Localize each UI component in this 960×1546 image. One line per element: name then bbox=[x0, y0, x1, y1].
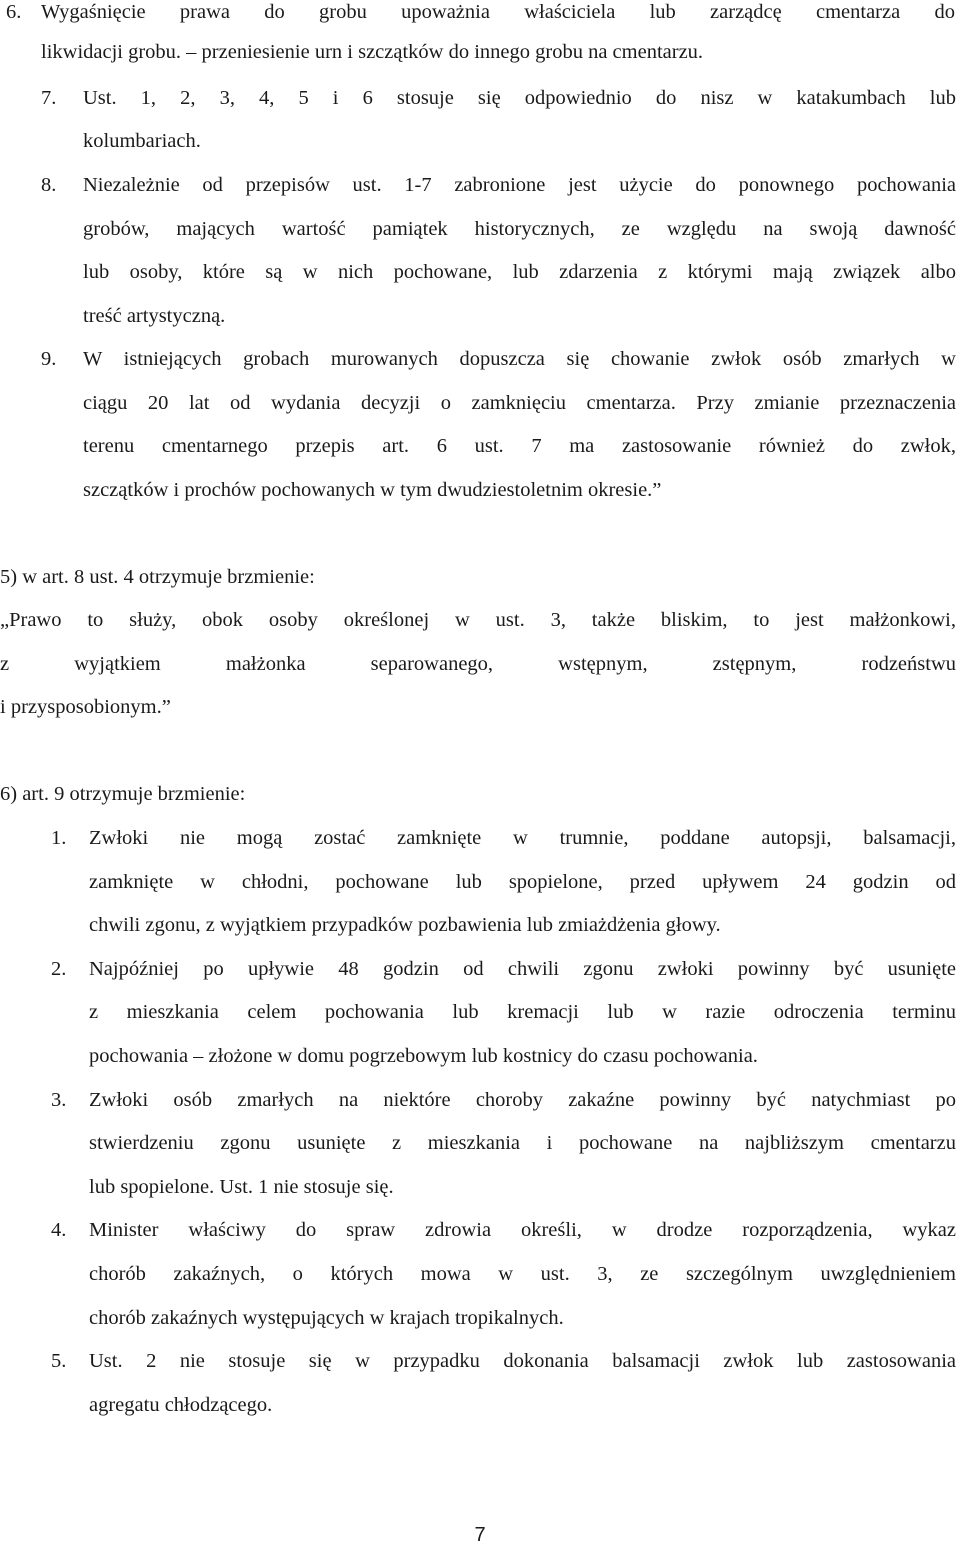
item-text: zamknięte w chłodni, pochowane lub spopielone, przed upływem 24 godzin od bbox=[89, 871, 956, 893]
item-text: stwierdzeniu zgonu usunięte z mieszkania i pochowane na najbliższym cmentarzu bbox=[89, 1132, 956, 1154]
item-number: 4. bbox=[51, 1219, 67, 1241]
item-text: grobów, mających wartość pamiątek historycznych, ze względu na swoją dawność bbox=[83, 218, 956, 240]
item-text: Ust. 2 nie stosuje się w przypadku dokonania balsamacji zwłok lub zastosowania bbox=[89, 1350, 956, 1372]
item-text: chorób zakaźnych występujących w krajach tropikalnych. bbox=[89, 1307, 564, 1329]
item-text: terenu cmentarnego przepis art. 6 ust. 7 ma zastosowanie również do zwłok, bbox=[83, 435, 956, 457]
item-number: 8. bbox=[41, 174, 57, 196]
heading-text: 5) w art. 8 ust. 4 otrzymuje brzmienie: bbox=[0, 566, 315, 588]
quote-text: z wyjątkiem małżonka separowanego, wstępnym, zstępnym, rodzeństwu bbox=[0, 653, 956, 675]
item-text: likwidacji grobu. – przeniesienie urn i szczątków do innego grobu na cmentarzu. bbox=[41, 41, 704, 63]
item-text: Zwłoki nie mogą zostać zamknięte w trumnie, poddane autopsji, balsamacji, bbox=[89, 827, 956, 849]
item-number: 7. bbox=[41, 87, 57, 109]
item-text: agregatu chłodzącego. bbox=[89, 1394, 273, 1416]
quote-text: „Prawo to służy, obok osoby określonej w ust. 3, także bliskim, to jest małżonkowi, bbox=[0, 609, 956, 631]
item-text: Niezależnie od przepisów ust. 1-7 zabronione jest użycie do ponownego pochowania bbox=[83, 174, 956, 196]
item-text: pochowania – złożone w domu pogrzebowym lub kostnicy do czasu pochowania. bbox=[89, 1045, 758, 1067]
heading-text: 6) art. 9 otrzymuje brzmienie: bbox=[0, 783, 246, 805]
quote-text: i przysposobionym.” bbox=[0, 696, 171, 718]
item-text: Zwłoki osób zmarłych na niektóre choroby zakaźne powinny być natychmiast po bbox=[89, 1089, 956, 1111]
item-text: szczątków i prochów pochowanych w tym dwudziestoletnim okresie.” bbox=[83, 479, 662, 501]
item-text: z mieszkania celem pochowania lub kremacji lub w razie odroczenia terminu bbox=[89, 1001, 956, 1023]
item-text: ciągu 20 lat od wydania decyzji o zamknięciu cmentarza. Przy zmianie przeznaczenia bbox=[83, 392, 956, 414]
item-text: lub osoby, które są w nich pochowane, lub zdarzenia z którymi mają związek albo bbox=[83, 261, 956, 283]
item-text: Wygaśnięcie prawa do grobu upoważnia właściciela lub zarządcę cmentarza do bbox=[41, 1, 955, 23]
item-text: W istniejących grobach murowanych dopuszcza się chowanie zwłok osób zmarłych w bbox=[83, 348, 956, 370]
page-number: 7 bbox=[474, 1524, 486, 1546]
item-text: chorób zakaźnych, o których mowa w ust. 3, ze szczególnym uwzględnieniem bbox=[89, 1263, 956, 1285]
item-text: Ust. 1, 2, 3, 4, 5 i 6 stosuje się odpowiednio do nisz w katakumbach lub bbox=[83, 87, 956, 109]
item-text: kolumbariach. bbox=[83, 130, 201, 152]
item-text: Minister właściwy do spraw zdrowia określi, w drodze rozporządzenia, wykaz bbox=[89, 1219, 956, 1241]
item-text: lub spopielone. Ust. 1 nie stosuje się. bbox=[89, 1176, 394, 1198]
item-number: 1. bbox=[51, 827, 67, 849]
item-number: 6. bbox=[6, 1, 22, 23]
item-text: treść artystyczną. bbox=[83, 305, 226, 327]
item-text: Najpóźniej po upływie 48 godzin od chwili zgonu zwłoki powinny być usunięte bbox=[89, 958, 956, 980]
item-number: 3. bbox=[51, 1089, 67, 1111]
item-number: 5. bbox=[51, 1350, 67, 1372]
item-text: chwili zgonu, z wyjątkiem przypadków pozbawienia lub zmiażdżenia głowy. bbox=[89, 914, 721, 936]
item-number: 9. bbox=[41, 348, 57, 370]
item-number: 2. bbox=[51, 958, 67, 980]
